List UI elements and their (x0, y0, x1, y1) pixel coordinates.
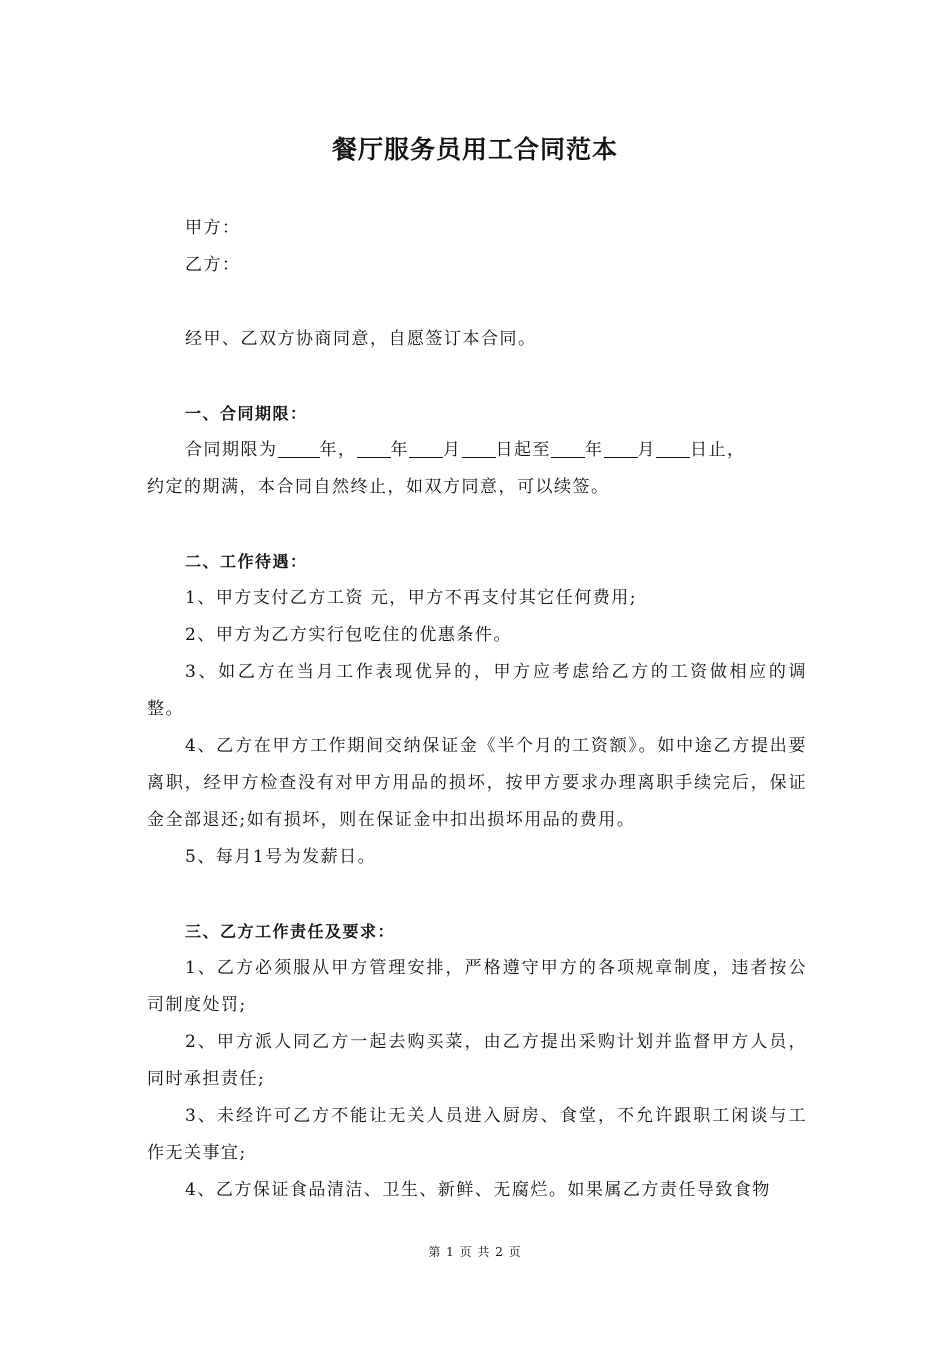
end-year-blank (551, 437, 585, 458)
document-title: 餐厅服务员用工合同范本 (331, 135, 618, 164)
term-text-d: 月 (443, 440, 462, 460)
section-2-item: 4、乙方在甲方工作期间交纳保证金《半个月的工资额》。如中途乙方提出要离职，经甲方检查没有对甲方用品的损坏，按甲方要求办理离职手续完后，保证金全部退还;如有损坏，则在保证金中扣出损坏用品的费用。 (147, 736, 807, 830)
intro-paragraph: 经甲、乙双方协商同意，自愿签订本合同。 (185, 329, 537, 349)
party-b-line: 乙方： (185, 255, 241, 275)
term-years-blank (278, 437, 320, 458)
section-2-item: 1、甲方支付乙方工资 元，甲方不再支付其它任何费用; (185, 588, 637, 608)
term-text-g: 月 (637, 440, 656, 460)
section-2-item: 3、如乙方在当月工作表现优异的，甲方应考虑给乙方的工资做相应的调整。 (147, 662, 807, 719)
term-text-b: 年， (319, 440, 357, 460)
start-day-blank (462, 437, 496, 458)
section-3-item: 4、乙方保证食品清洁、卫生、新鲜、无腐烂。如果属乙方责任导致食物 (185, 1180, 771, 1200)
section-1-heading: 一、合同期限： (185, 404, 308, 423)
section-3-item: 3、未经许可乙方不能让无关人员进入厨房、食堂，不允许跟职工闲谈与工作无关事宜; (147, 1106, 807, 1163)
section-3-item: 2、甲方派人同乙方一起去购买菜，由乙方提出采购计划并监督甲方人员，同时承担责任; (147, 1032, 807, 1089)
contract-term-line (147, 432, 807, 469)
section-3-item: 1、乙方必须服从甲方管理安排，严格遵守甲方的各项规章制度，违者按公司制度处罚; (147, 958, 807, 1015)
section-2-heading: 二、工作待遇： (185, 552, 308, 571)
term-text-f: 年 (585, 440, 604, 460)
start-month-blank (409, 437, 443, 458)
party-a-line: 甲方： (185, 218, 241, 238)
end-day-blank (656, 437, 690, 458)
contract-term-continuation: 约定的期满，本合同自然终止，如双方同意，可以续签。 (147, 477, 610, 497)
term-text-c: 年 (390, 440, 409, 460)
end-month-blank (604, 437, 638, 458)
section-2-item: 2、甲方为乙方实行包吃住的优惠条件。 (185, 625, 512, 645)
start-year-blank (357, 437, 391, 458)
term-text-h: 日止， (690, 440, 746, 460)
section-2-item: 5、每月1号为发薪日。 (185, 847, 377, 867)
term-text-e: 日起至 (495, 440, 551, 460)
page-footer: 第 1 页 共 2 页 (428, 1245, 522, 1259)
section-3-heading: 三、乙方工作责任及要求： (185, 922, 396, 941)
document-body (147, 210, 807, 1209)
term-text-a: 合同期限为 (185, 440, 278, 460)
